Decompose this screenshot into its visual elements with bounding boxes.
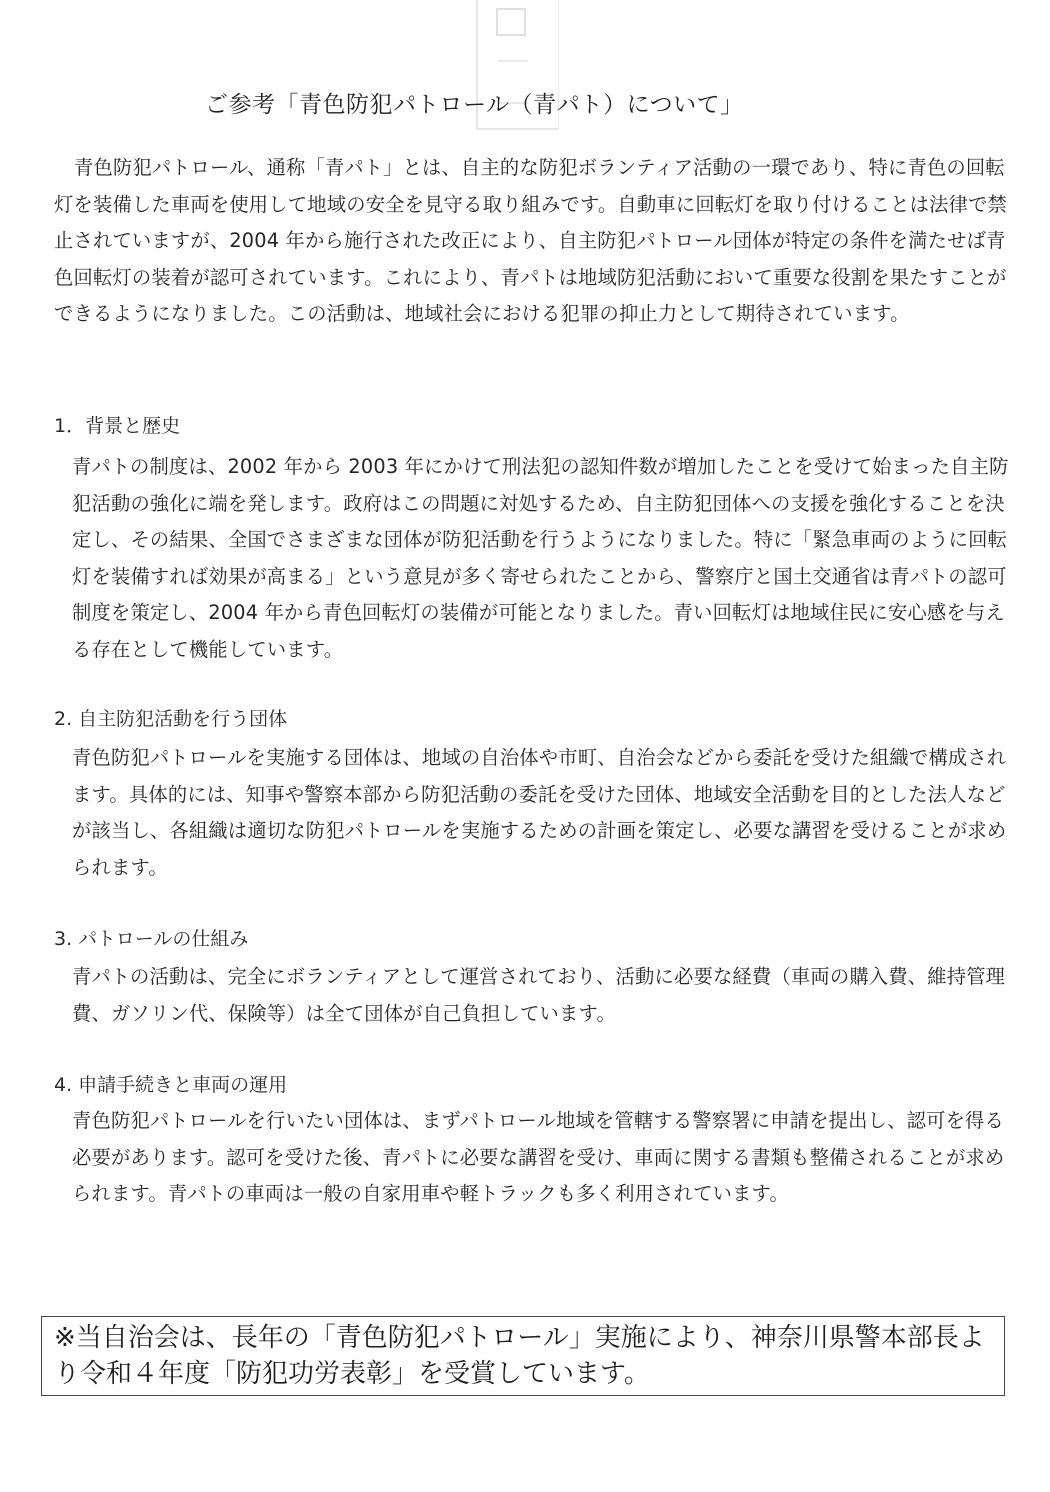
award-notice-box: [41, 1316, 1005, 1396]
section-body-history: 青パトの制度は、2002 年から 2003 年にかけて刑法犯の認知件数が増加したことを受けて始まった自主防犯活動の強化に端を発します。政府はこの問題に対処するため、自主防犯団体への支援を強化することを決定し、その結果、全国でさまざまな団体が防犯活動を行うようになりました。特に「緊急車両のように回転灯を装備すれば効果が高まる」という意見が多く寄せられたことから、警察庁と国土交通省は青パトの認可制度を策定し、2004 年から青色回転灯の装備が可能となりました。青い回転灯は地域住民に安心感を与える存在として機能しています。: [72, 455, 1009, 661]
section-body-mechanism: 青パトの活動は、完全にボランティアとして運営されており、活動に必要な経費（車両の購入費、維持管理費、ガソリン代、保険等）は全て団体が自己負担しています。: [72, 965, 1006, 1025]
section-heading-organizations: 2. 自主防犯活動を行う団体: [54, 708, 288, 730]
section-heading-mechanism: 3. パトロールの仕組み: [54, 928, 249, 950]
section-body-organizations: 青色防犯パトロールを実施する団体は、地域の自治体や市町、自治会などから委託を受けた組織で構成されます。具体的には、知事や警察本部から防犯活動の委託を受けた団体、地域安全活動を目的とした法人などが該当し、各組織は適切な防犯パトロールを実施するための計画を策定し、必要な講習を受けることが求められます。: [72, 746, 1007, 879]
intro-paragraph: 青色防犯パトロール、通称「青パト」とは、自主的な防犯ボランティア活動の一環であり、特に青色の回転灯を装備した車両を使用して地域の安全を見守る取り組みです。自動車に回転灯を取り付けることは法律で禁止されていますが、2004 年から施行された改正により、自主防犯パトロール団体が特定の条件を満たせば青色回転灯の装着が認可されています。これにより、青パトは地域防犯活動において重要な役割を果たすことができるようになりました。この活動は、地域社会における犯罪の抑止力として期待されています。: [54, 156, 1008, 325]
section-heading-history: 1．背景と歴史: [54, 415, 181, 437]
section-body-application: 青色防犯パトロールを行いたい団体は、まずパトロール地域を管轄する警察署に申請を提出し、認可を得る必要があります。認可を受けた後、青パトに必要な講習を受け、車両に関する書類も整備されることが求められます。青パトの車両は一般の自家用車や軽トラックも多く利用されています。: [72, 1109, 1005, 1205]
section-heading-application: 4. 申請手続きと車両の運用: [54, 1074, 288, 1096]
award-notice-text: ※当自治会は、長年の「青色防犯パトロール」実施により、神奈川県警本部長より令和４年度「防犯功労表彰」を受賞しています。: [54, 1323, 985, 1389]
document-title: ご参考「青色防犯パトロール（青パト）について」: [205, 92, 744, 118]
